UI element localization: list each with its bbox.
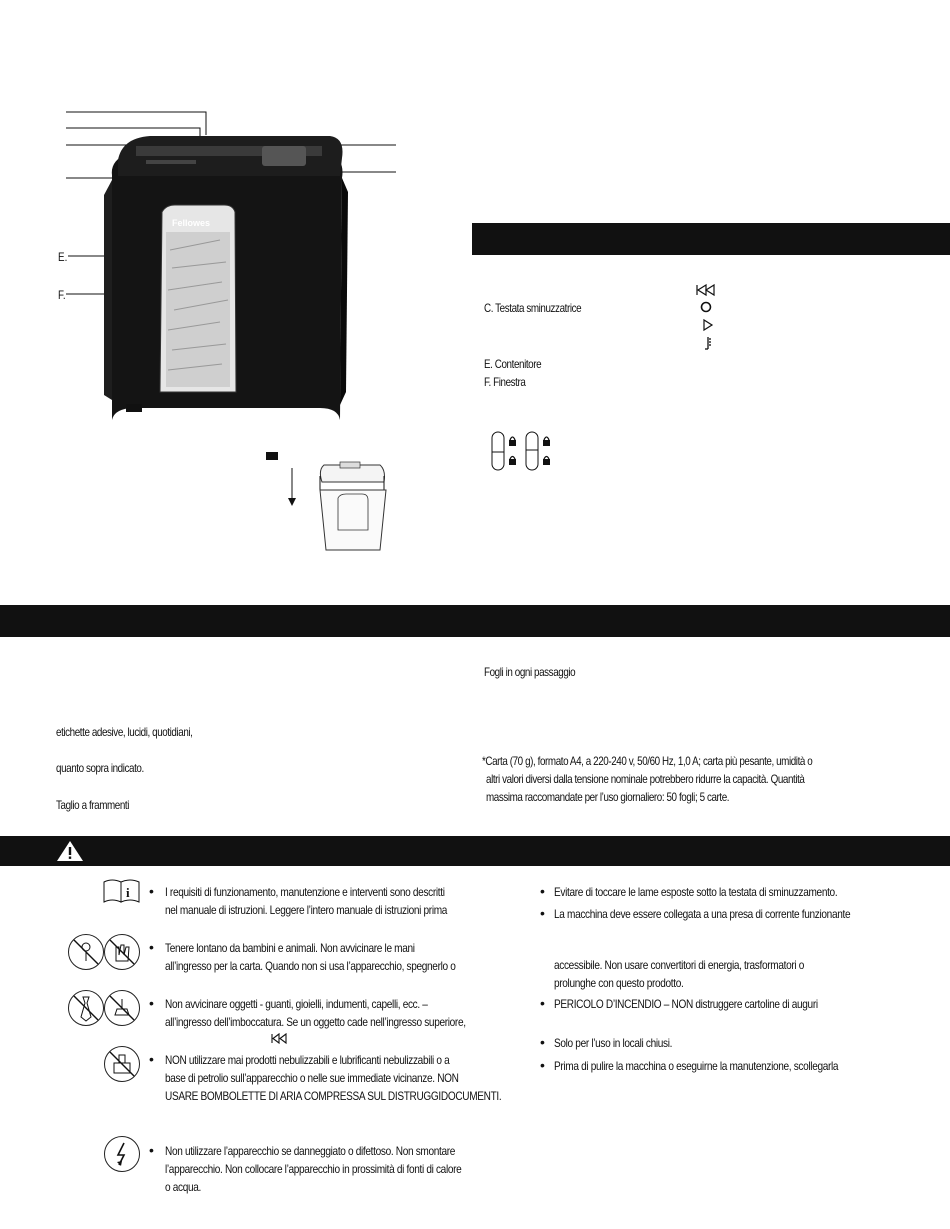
warning-left-4-line-1: NON utilizzare mai prodotti nebulizzabili e lubrificanti nebulizzabili o a xyxy=(165,1053,450,1067)
fellowes-logo: Fellowes xyxy=(172,218,211,228)
no-hands-icon xyxy=(104,934,140,970)
no-children-icon xyxy=(68,934,104,970)
warning-left-3-line-2: all’ingresso dell’imboccatura. Se un oggetto cade nell’ingresso superiore, xyxy=(165,1015,466,1029)
components-header-band xyxy=(472,223,950,255)
footnote-line-1: *Carta (70 g), formato A4, a 220-240 v, 50/60 Hz, 1,0 A; carta più pesante, umidità o xyxy=(482,754,813,768)
reverse-icon xyxy=(697,285,714,295)
warning-left-3-line-1: Non avvicinare oggetti - guanti, gioielli, indumenti, capelli, ecc. – xyxy=(165,997,428,1011)
specs-line-2: quanto sopra indicato. xyxy=(56,761,144,775)
warning-right-3-line-2: prolunghe con questo prodotto. xyxy=(554,976,684,990)
warning-left-2-line-1: Tenere lontano da bambini e animali. Non avvicinare le mani xyxy=(165,941,415,955)
shredder-diagram xyxy=(0,0,420,560)
component-e: E. Contenitore xyxy=(484,357,542,371)
manual-info-icon xyxy=(102,878,142,906)
warning-left-4-line-3: USARE BOMBOLETTE DI ARIA COMPRESSA SUL DISTRUGGIDOCUMENTI. xyxy=(165,1089,502,1103)
warning-left-5-line-2: l’apparecchio. Non collocare l’apparecchio in prossimità di fonti di calore xyxy=(165,1162,462,1176)
warning-left-1-line-1: I requisiti di funzionamento, manutenzione e interventi sono descritti xyxy=(165,885,445,899)
specs-header-band xyxy=(0,605,950,637)
no-ties-icon xyxy=(68,990,104,1026)
specs-line-3: Taglio a frammenti xyxy=(56,798,130,812)
warning-left-5-line-3: o acqua. xyxy=(165,1180,201,1194)
warning-right-4: PERICOLO D’INCENDIO – NON distruggere cartoline di auguri xyxy=(554,997,818,1011)
component-f: F. Finestra xyxy=(484,375,526,389)
label-e: E. xyxy=(58,250,68,264)
component-c: C. Testata sminuzzatrice xyxy=(484,301,582,315)
warning-triangle-icon xyxy=(56,840,84,862)
no-hair-icon xyxy=(104,990,140,1026)
thermal-icon xyxy=(705,337,711,349)
reverse-icon xyxy=(270,1033,288,1045)
warning-right-2: La macchina deve essere collegata a una presa di corrente funzionante xyxy=(554,907,851,921)
warning-right-3-line-1: accessibile. Non usare convertitori di energia, trasformatori o xyxy=(554,958,805,972)
no-aerosol-icon xyxy=(104,1046,140,1082)
off-icon xyxy=(702,303,711,312)
warning-left-2-line-2: all’ingresso per la carta. Quando non si usa l’apparecchio, spegnerlo o xyxy=(165,959,456,973)
warning-left-5-line-1: Non utilizzare l’apparecchio se danneggiato o difettoso. Non smontare xyxy=(165,1144,456,1158)
label-f: F. xyxy=(58,288,66,302)
specs-sheets: Fogli in ogni passaggio xyxy=(484,665,576,679)
warning-right-1: Evitare di toccare le lame esposte sotto la testata di sminuzzamento. xyxy=(554,885,838,899)
control-icons xyxy=(692,283,722,353)
warning-right-6: Prima di pulire la macchina o eseguirne la manutenzione, scollegarla xyxy=(554,1059,839,1073)
auto-on-icon xyxy=(704,320,712,330)
safety-lock-icon xyxy=(490,428,560,474)
warning-left-4-line-2: base di petrolio sull’apparecchio o nelle sue immediate vicinanze. NON xyxy=(165,1071,459,1085)
electric-hazard-icon xyxy=(104,1136,140,1172)
warnings-header-band xyxy=(0,836,950,866)
svg-text:i: i xyxy=(126,885,130,900)
warning-right-5: Solo per l’uso in locali chiusi. xyxy=(554,1036,673,1050)
footnote-line-2: altri valori diversi dalla tensione nominale potrebbero ridurre la capacità. Quantità xyxy=(486,772,805,786)
footnote-line-3: massima raccomandate per l’uso giornaliero: 50 fogli; 5 carte. xyxy=(486,790,730,804)
specs-line-1: etichette adesive, lucidi, quotidiani, xyxy=(56,725,193,739)
warning-left-1-line-2: nel manuale di istruzioni. Leggere l’intero manuale di istruzioni prima xyxy=(165,903,448,917)
